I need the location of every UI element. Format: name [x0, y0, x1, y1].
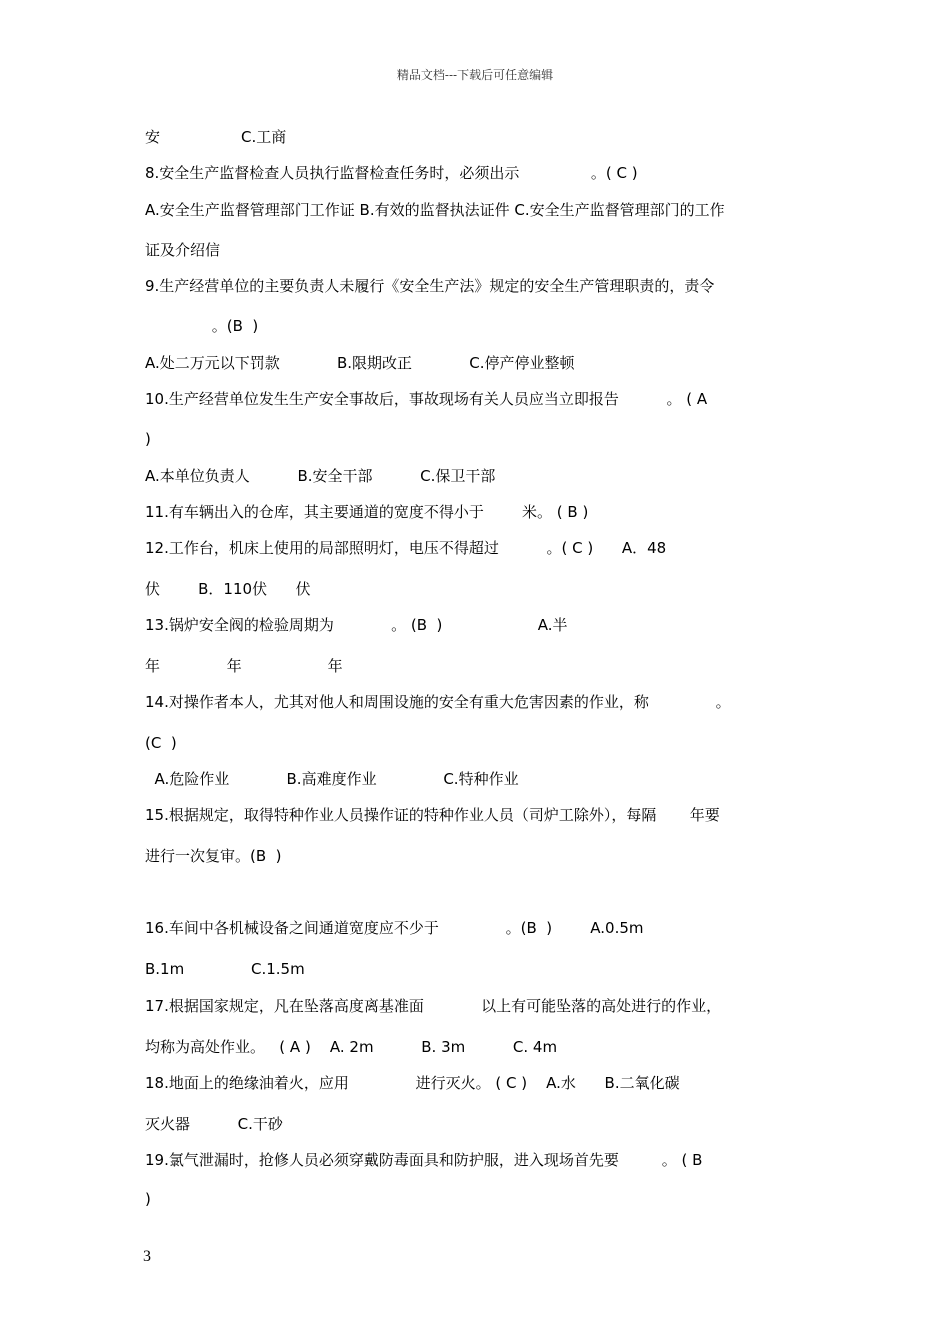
page-header: 精品文档---下载后可任意编辑	[396, 68, 554, 82]
question-14: 14.对操作者本人，尤其对他人和周围设施的安全有重大危害因素的作业，称 。	[145, 693, 731, 711]
text-line: )	[145, 430, 151, 448]
page-number: 3	[143, 1248, 151, 1265]
text-line: 伏 B．110伏 伏	[145, 580, 311, 598]
question-18: 18.地面上的绝缘油着火，应用 进行灭火。 ( C ) A.水 B.二氧化碳	[145, 1074, 680, 1092]
text-line: 均称为高处作业。 ( A ) A. 2m B. 3m C. 4m	[145, 1038, 558, 1056]
text-line: A.危险作业 B.高难度作业 C.特种作业	[145, 770, 519, 788]
text-line: B.1m C.1.5m	[145, 960, 305, 978]
text-line: A.本单位负责人 B.安全干部 C.保卫干部	[145, 467, 496, 485]
question-19: 19.氯气泄漏时，抢修人员必须穿戴防毒面具和防护服，进入现场首先要 。 ( B	[145, 1151, 703, 1169]
question-16: 16.车间中各机械设备之间通道宽度应不少于 。(B ) A.0.5m	[145, 919, 644, 937]
question-15: 15.根据规定，取得特种作业人员操作证的特种作业人员（司炉工除外），每隔 年要	[145, 806, 720, 824]
question-10: 10.生产经营单位发生生产安全事故后，事故现场有关人员应当立即报告 。 ( A	[145, 390, 708, 408]
text-line: 安 C.工商	[145, 128, 287, 146]
text-line: 灭火器 C.干砂	[145, 1115, 283, 1133]
question-8: 8.安全生产监督检查人员执行监督检查任务时，必须出示 。( C )	[145, 164, 638, 182]
question-13: 13.锅炉安全阀的检验周期为 。 (B ) A.半	[145, 616, 568, 634]
text-line: A.安全生产监督管理部门工作证 B.有效的监督执法证件 C.安全生产监督管理部门的工作	[145, 201, 725, 219]
text-line: 年 年 年	[145, 657, 343, 675]
text-line: 证及介绍信	[145, 241, 221, 259]
question-11: 11.有车辆出入的仓库，其主要通道的宽度不得小于 米。 ( B )	[145, 503, 589, 521]
question-12: 12.工作台，机床上使用的局部照明灯，电压不得超过 。( C ) A．48	[145, 539, 667, 557]
text-line: 进行一次复审。(B )	[145, 847, 282, 865]
text-line: 。(B )	[145, 317, 259, 335]
text-line: A.处二万元以下罚款 B.限期改正 C.停产停业整顿	[145, 354, 575, 372]
question-17: 17.根据国家规定，凡在坠落高度离基准面 以上有可能坠落的高处进行的作业，	[145, 997, 722, 1015]
text-line: )	[145, 1190, 151, 1208]
question-9: 9.生产经营单位的主要负责人未履行《安全生产法》规定的安全生产管理职责的，责令	[145, 277, 715, 295]
text-line: (C )	[145, 734, 177, 752]
